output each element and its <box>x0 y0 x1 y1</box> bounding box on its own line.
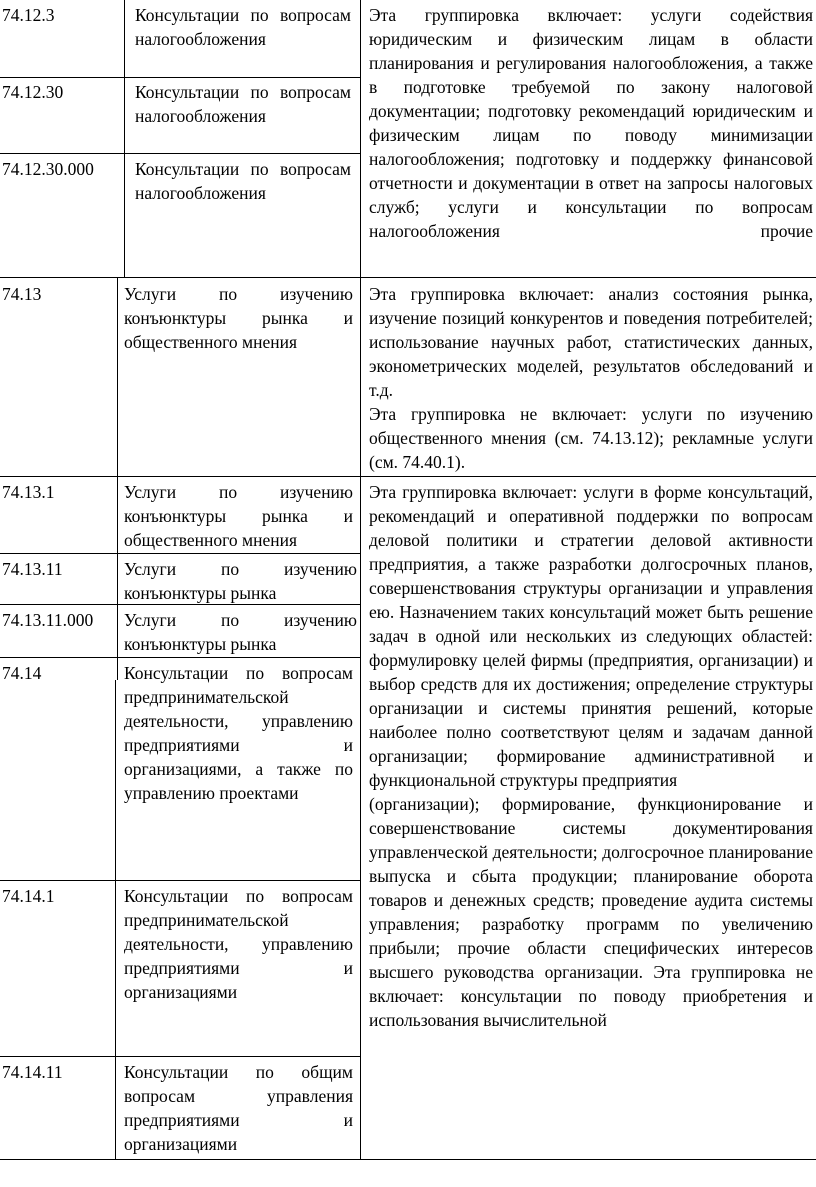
row-code-74-13-1: 74.13.1 <box>2 482 55 502</box>
description-consulting-part-a: Эта группировка включает: услуги в форме консультаций, рекомендаций и оперативной поддержки по вопросам деловой политики и стратегии деловой активности предприятия, а также разработки долгосрочных планов, совершенствования структуры организации и управления ею. Назначением таких консультаций может быть решение задач в одной или нескольких из следующих областей: формулировку целей фирмы (предприятия, организации) и выбор средств для их достижения; определение структуры организации и системы принятия решений, которые наиболее полно соответствуют целям и задачам данной организации; формирование административной и функциональной структуры предприятия <box>369 482 813 790</box>
row-code-74-13-11-000: 74.13.11.000 <box>2 610 94 630</box>
row-code-74-14-1: 74.14.1 <box>2 886 55 906</box>
row-name-74-12-30: Консультации по вопросам налогообложения <box>135 82 351 126</box>
description-market-includes: Эта группировка включает: анализ состояния рынка, изучение позиций конкурентов и поведения потребителей; использование научных работ, статистических данных, эконометрических моделей, результатов обследований и т.д. <box>369 284 813 400</box>
description-tax <box>369 3 813 243</box>
rule-table-bottom <box>0 1159 816 1160</box>
row-code-74-12-3: 74.12.3 <box>2 5 55 25</box>
row-code-74-12-30: 74.12.30 <box>2 82 64 102</box>
row-name-74-13-11: Услуги по изучению конъюнктуры рынка <box>124 559 357 603</box>
rule-col-code-name-mid <box>117 277 118 680</box>
row-code-74-12-30-000: 74.12.30.000 <box>2 159 94 179</box>
row-name-74-14: Консультации по вопросам предпринимательской деятельности, управлению предприятиями и организациями, а также по управлению проектами <box>124 663 353 803</box>
row-code-74-14: 74.14 <box>2 663 42 683</box>
row-name-74-13-1: Услуги по изучению конъюнктуры рынка и общественного мнения <box>124 482 353 550</box>
row-name-74-13-11-000: Услуги по изучению конъюнктуры рынка <box>124 610 357 654</box>
description-market <box>369 282 813 474</box>
rule-row-74-14-1-left <box>0 880 360 881</box>
row-code-74-13-11: 74.13.11 <box>2 559 63 579</box>
rule-col-code-name-bottom <box>115 680 116 1159</box>
rule-row-74-14-11-left <box>0 1056 360 1057</box>
rule-col-code-name-top <box>124 0 125 277</box>
rule-row-74-12-30-000-left <box>0 153 360 154</box>
description-tax-text: Эта группировка включает: услуги содействия юридическим и физическим лицам в области планирования и регулирования налогообложения, а также в подготовке требуемой по закону налоговой документации; подготовку рекомендаций юридическим и физическим лицам по поводу минимизации налогообложения; подготовку и поддержку финансовой отчетности и документации в ответ на запросы налоговых служб; услуги и консультации по вопросам налогообложения прочие <box>369 5 813 241</box>
rule-row-74-14-left <box>0 657 360 658</box>
row-name-74-13: Услуги по изучению конъюнктуры рынка и общественного мнения <box>124 284 353 352</box>
rule-row-74-13 <box>0 277 816 278</box>
description-market-excludes: Эта группировка не включает: услуги по изучению общественного мнения (см. 74.13.12); рекламные услуги (см. 74.40.1). <box>369 404 813 472</box>
row-name-74-12-3: Консультации по вопросам налогообложения <box>135 5 351 49</box>
row-name-74-12-30-000: Консультации по вопросам налогообложения <box>135 159 351 203</box>
rule-row-74-12-30-left <box>0 77 360 78</box>
row-name-74-14-11: Консультации по общим вопросам управления предприятиями и организациями <box>124 1062 353 1154</box>
description-consulting-part-b: (организации); формирование, функционирование и совершенствование системы документирования управленческой деятельности; долгосрочное планирование выпуска и сбыта продукции; планирование оборота товаров и денежных средств; проведение аудита системы управления; разработку программ по увеличению прибыли; прочие области специфических интересов высшего руководства организации. Эта группировка не включает: консультации по поводу приобретения и использования вычислительной <box>369 794 813 1030</box>
rule-row-74-13-11-left <box>0 553 360 554</box>
rule-row-74-13-1 <box>0 476 816 477</box>
description-consulting <box>369 480 813 1032</box>
rule-col-name-desc <box>360 0 361 1159</box>
row-code-74-14-11: 74.14.11 <box>2 1062 63 1082</box>
row-code-74-13: 74.13 <box>2 284 42 304</box>
row-name-74-14-1: Консультации по вопросам предпринимательской деятельности, управлению предприятиями и организациями <box>124 886 353 1002</box>
